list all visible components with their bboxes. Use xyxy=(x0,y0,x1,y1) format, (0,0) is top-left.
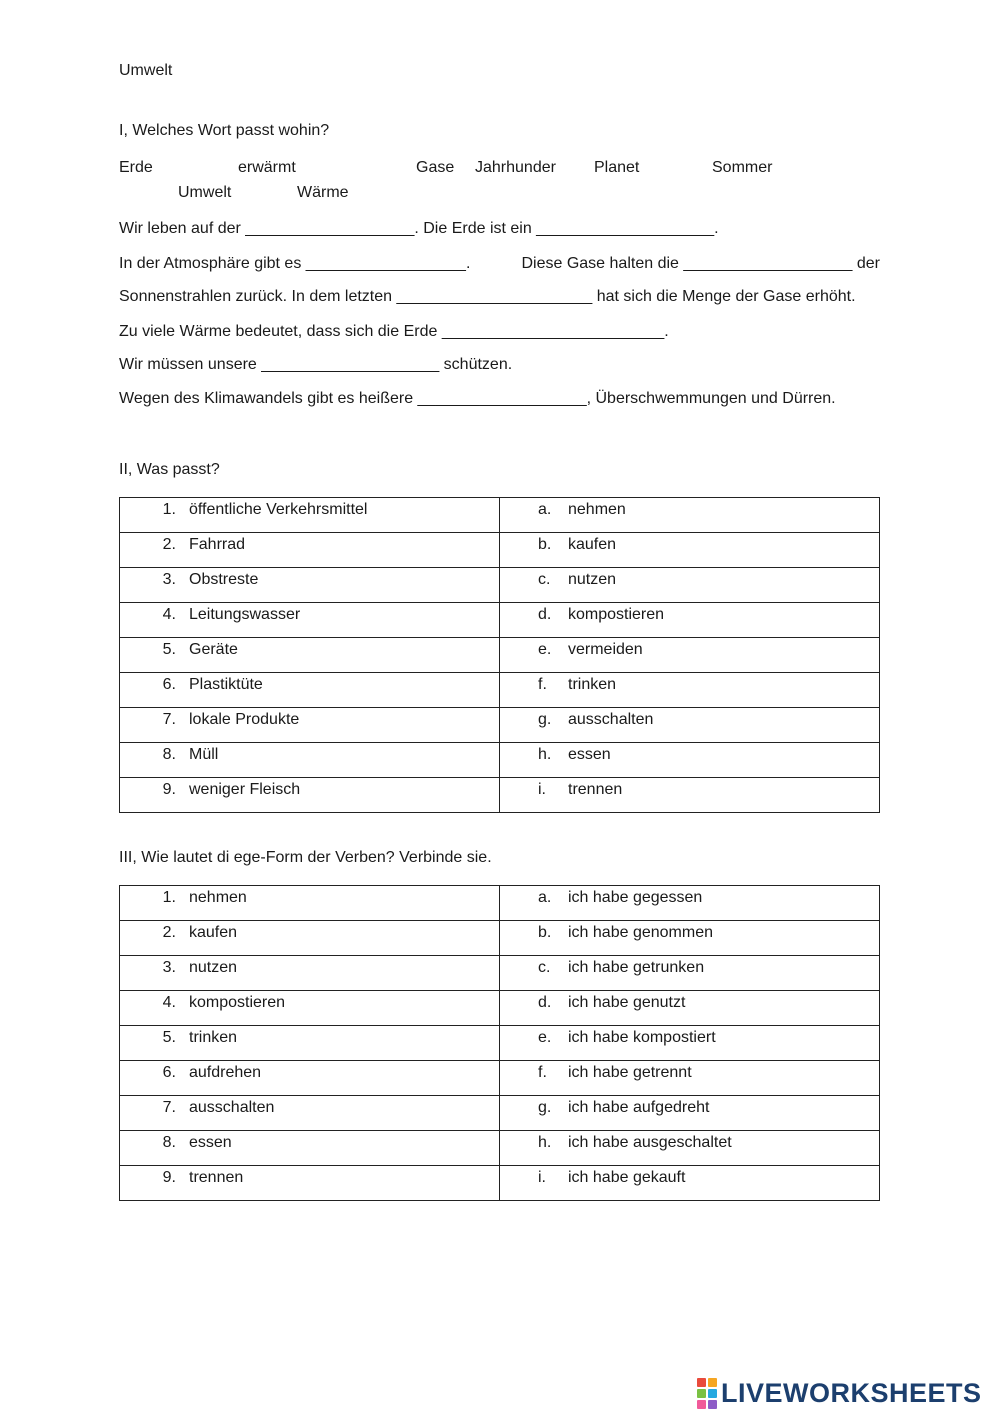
item-text: lokale Produkte xyxy=(189,711,300,728)
logo-block xyxy=(697,1389,706,1398)
item-text: weniger Fleisch xyxy=(189,781,301,798)
item-letter: c. xyxy=(538,959,551,976)
gap-sentence: Zu viele Wärme bedeutet, dass sich die Erde _________________________. xyxy=(119,323,669,340)
left-cell xyxy=(120,708,500,743)
item-letter: g. xyxy=(538,711,552,728)
word-bank-item: Sommer xyxy=(712,159,773,176)
table-row xyxy=(120,921,880,956)
table-row xyxy=(120,886,880,921)
table-row xyxy=(120,533,880,568)
item-text: ausschalten xyxy=(189,1099,275,1116)
word-bank-item: Wärme xyxy=(297,184,349,201)
item-text: ich habe gekauft xyxy=(568,1169,686,1186)
logo-block xyxy=(697,1378,706,1387)
gap-sentence: Wegen des Klimawandels gibt es heißere ___________________, Überschwemmungen und Dürren. xyxy=(119,390,836,407)
item-letter: i. xyxy=(538,1169,546,1186)
item-number: 9. xyxy=(162,1169,176,1186)
item-text: vermeiden xyxy=(568,641,643,658)
item-number: 8. xyxy=(162,746,176,763)
left-cell xyxy=(120,743,500,778)
item-letter: g. xyxy=(538,1099,552,1116)
item-letter: h. xyxy=(538,746,552,763)
left-cell xyxy=(120,533,500,568)
item-letter: i. xyxy=(538,781,546,798)
item-text: nehmen xyxy=(568,501,626,518)
matching-table-2 xyxy=(119,885,880,1201)
left-cell xyxy=(120,498,500,533)
item-number: 2. xyxy=(162,536,176,553)
left-cell xyxy=(120,673,500,708)
item-text: essen xyxy=(189,1134,232,1151)
right-cell xyxy=(500,1026,880,1061)
left-cell xyxy=(120,956,500,991)
left-cell xyxy=(120,778,500,813)
item-text: Plastiktüte xyxy=(189,676,263,693)
item-letter: e. xyxy=(538,1029,552,1046)
item-letter: b. xyxy=(538,536,552,553)
item-text: trinken xyxy=(189,1029,238,1046)
word-bank-item: Jahrhunder xyxy=(475,159,556,176)
table-row xyxy=(120,708,880,743)
section-2-heading: II, Was passt? xyxy=(119,461,220,478)
liveworksheets-logo[interactable] xyxy=(697,1378,982,1408)
item-text: nutzen xyxy=(568,571,617,588)
right-cell xyxy=(500,1096,880,1131)
item-text: ausschalten xyxy=(568,711,654,728)
gap-sentence: Wir müssen unsere ____________________ schützen. xyxy=(119,356,513,373)
item-number: 1. xyxy=(162,889,176,906)
item-letter: b. xyxy=(538,924,552,941)
item-text: ich habe ausgeschaltet xyxy=(568,1134,732,1151)
item-text: ich habe genommen xyxy=(568,924,713,941)
item-letter: h. xyxy=(538,1134,552,1151)
left-cell xyxy=(120,568,500,603)
item-text: trennen xyxy=(568,781,623,798)
item-letter: f. xyxy=(538,676,547,693)
right-cell xyxy=(500,956,880,991)
item-letter: c. xyxy=(538,571,551,588)
word-bank-item: Gase xyxy=(416,159,455,176)
logo-blocks-icon xyxy=(697,1378,717,1409)
word-bank-item: Erde xyxy=(119,159,153,176)
page-title: Umwelt xyxy=(119,62,173,79)
item-letter: f. xyxy=(538,1064,547,1081)
gap-sentence-part: Diese Gase halten die ___________________ der xyxy=(521,255,880,272)
item-text: nutzen xyxy=(189,959,238,976)
logo-block xyxy=(708,1389,717,1398)
table-row xyxy=(120,603,880,638)
left-cell xyxy=(120,603,500,638)
item-text: kompostieren xyxy=(189,994,286,1011)
table-row xyxy=(120,673,880,708)
item-letter: a. xyxy=(538,889,552,906)
table-row xyxy=(120,956,880,991)
right-cell xyxy=(500,991,880,1026)
item-number: 7. xyxy=(162,711,176,728)
right-cell xyxy=(500,533,880,568)
gap-sentence xyxy=(119,254,880,274)
right-cell xyxy=(500,1061,880,1096)
item-text: Geräte xyxy=(189,641,238,658)
section-3-heading: III, Wie lautet di ege-Form der Verben? Verbinde sie. xyxy=(119,849,492,866)
item-letter: d. xyxy=(538,994,552,1011)
right-cell xyxy=(500,603,880,638)
matching-table-1 xyxy=(119,497,880,813)
item-number: 1. xyxy=(162,501,176,518)
item-number: 5. xyxy=(162,1029,176,1046)
table-row xyxy=(120,1096,880,1131)
left-cell xyxy=(120,1096,500,1131)
item-number: 3. xyxy=(162,959,176,976)
table-row xyxy=(120,1026,880,1061)
section-1-heading: I, Welches Wort passt wohin? xyxy=(119,122,330,139)
left-cell xyxy=(120,1026,500,1061)
table-row xyxy=(120,1131,880,1166)
item-text: Leitungswasser xyxy=(189,606,301,623)
item-text: Obstreste xyxy=(189,571,259,588)
item-number: 7. xyxy=(162,1099,176,1116)
left-cell xyxy=(120,1166,500,1201)
item-text: trennen xyxy=(189,1169,244,1186)
item-text: Müll xyxy=(189,746,219,763)
right-cell xyxy=(500,886,880,921)
right-cell xyxy=(500,498,880,533)
table-row xyxy=(120,1166,880,1201)
item-letter: d. xyxy=(538,606,552,623)
item-text: kaufen xyxy=(568,536,617,553)
logo-block xyxy=(708,1400,717,1409)
item-number: 9. xyxy=(162,781,176,798)
right-cell xyxy=(500,1131,880,1166)
item-text: trinken xyxy=(568,676,617,693)
item-text: ich habe kompostiert xyxy=(568,1029,716,1046)
table-row xyxy=(120,743,880,778)
table-row xyxy=(120,568,880,603)
item-text: nehmen xyxy=(189,889,247,906)
item-number: 8. xyxy=(162,1134,176,1151)
word-bank-item: Planet xyxy=(594,159,640,176)
left-cell xyxy=(120,638,500,673)
item-text: aufdrehen xyxy=(189,1064,262,1081)
right-cell xyxy=(500,568,880,603)
right-cell xyxy=(500,673,880,708)
right-cell xyxy=(500,743,880,778)
right-cell xyxy=(500,921,880,956)
right-cell xyxy=(500,778,880,813)
logo-block xyxy=(708,1378,717,1387)
right-cell xyxy=(500,1166,880,1201)
table-row xyxy=(120,498,880,533)
item-number: 4. xyxy=(162,994,176,1011)
item-text: essen xyxy=(568,746,611,763)
word-bank-item: Umwelt xyxy=(178,184,232,201)
item-letter: e. xyxy=(538,641,552,658)
left-cell xyxy=(120,921,500,956)
item-text: kaufen xyxy=(189,924,238,941)
gap-sentence: Wir leben auf der ___________________. Die Erde ist ein ____________________. xyxy=(119,220,719,237)
table-row xyxy=(120,638,880,673)
item-text: ich habe getrunken xyxy=(568,959,705,976)
table-row xyxy=(120,778,880,813)
logo-text: LIVEWORKSHEETS xyxy=(721,1377,982,1408)
right-cell xyxy=(500,638,880,673)
item-letter: a. xyxy=(538,501,552,518)
item-number: 6. xyxy=(162,676,176,693)
left-cell xyxy=(120,1061,500,1096)
right-cell xyxy=(500,708,880,743)
item-number: 4. xyxy=(162,606,176,623)
table-row xyxy=(120,991,880,1026)
left-cell xyxy=(120,886,500,921)
gap-sentence: Sonnenstrahlen zurück. In dem letzten ______________________ hat sich die Menge der Gase erhöht. xyxy=(119,288,856,305)
item-number: 5. xyxy=(162,641,176,658)
item-text: ich habe genutzt xyxy=(568,994,686,1011)
table-row xyxy=(120,1061,880,1096)
item-number: 3. xyxy=(162,571,176,588)
item-text: kompostieren xyxy=(568,606,665,623)
item-text: ich habe getrennt xyxy=(568,1064,692,1081)
left-cell xyxy=(120,991,500,1026)
item-text: ich habe gegessen xyxy=(568,889,703,906)
item-text: Fahrrad xyxy=(189,536,246,553)
item-number: 2. xyxy=(162,924,176,941)
gap-sentence-part: In der Atmosphäre gibt es __________________. xyxy=(119,255,471,272)
left-cell xyxy=(120,1131,500,1166)
logo-block xyxy=(697,1400,706,1409)
item-text: ich habe aufgedreht xyxy=(568,1099,710,1116)
word-bank-item: erwärmt xyxy=(238,159,296,176)
item-number: 6. xyxy=(162,1064,176,1081)
item-text: öffentliche Verkehrsmittel xyxy=(189,501,368,518)
